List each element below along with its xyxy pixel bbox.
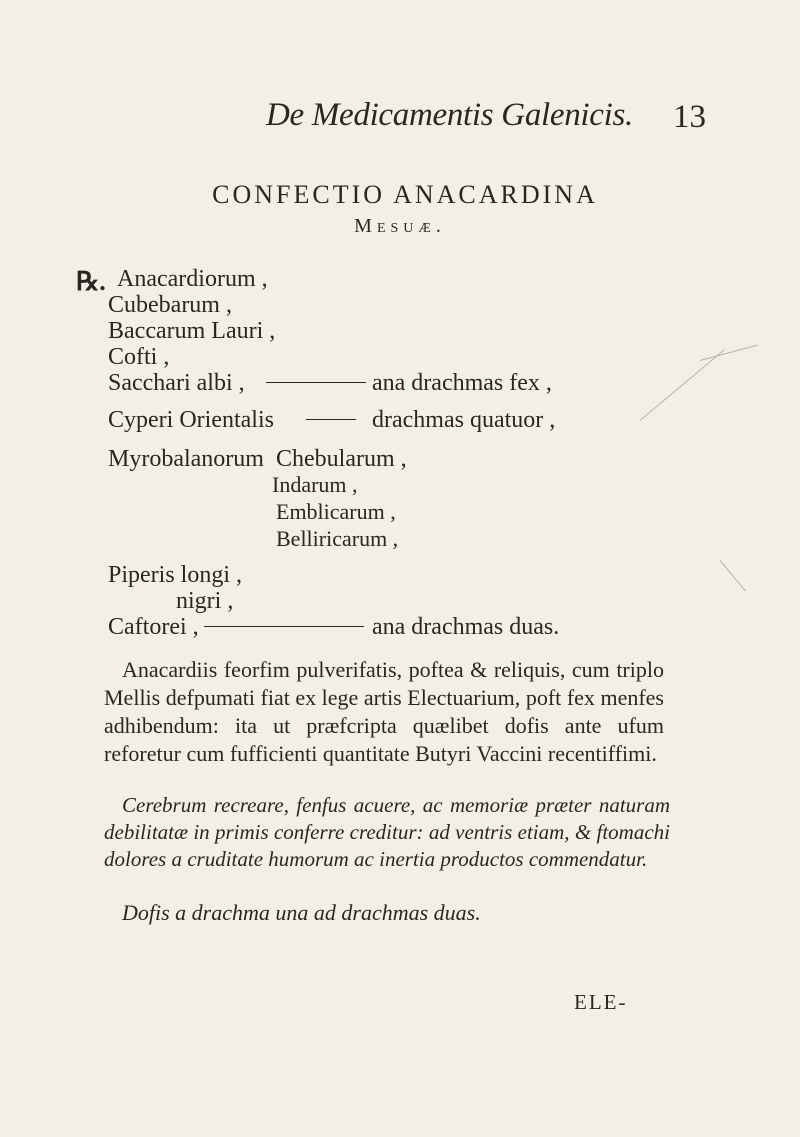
ingredient-line: Indarum , <box>272 472 358 497</box>
paper-crease <box>640 349 725 420</box>
dosage-line: Dofis a drachma una ad drachmas duas. <box>122 900 481 925</box>
virtues-paragraph: Cerebrum recreare, fenfus acuere, ac memoriæ præter naturam debilitatæ in primis conferre creditur: ad ventris etiam, & ftomachi dolores a cruditate humorum ac inertia productos commendatur. <box>104 793 670 871</box>
ingredient-line: Cofti , <box>108 344 170 370</box>
ingredient-line: Cubebarum , <box>108 292 232 318</box>
page-number: 13 <box>673 99 706 135</box>
paper-crease <box>700 344 758 360</box>
ingredient-line: Baccarum Lauri , <box>108 318 276 344</box>
ingredient-line: Sacchari albi , <box>108 370 245 396</box>
dose-line: ana drachmas fex , <box>372 370 552 396</box>
ingredient-line: Chebularum , <box>276 446 407 472</box>
dose-line: ana drachmas duas. <box>372 614 560 640</box>
recipe-symbol: ℞. <box>76 267 106 296</box>
preparation-paragraph: Anacardiis feorfim pulverifatis, poftea & reliquis, cum triplo Mellis defpumati fiat ex lege artis Electuarium, poft fex menfes adhibendum: ita ut præfcripta quælibet dofis ante ufum reforetur cum fufficienti quantitate Butyri Vaccini recentiffimi. <box>104 657 664 766</box>
ingredient-line: Cyperi Orientalis <box>108 407 274 433</box>
ingredient-line: Caftorei , <box>108 614 199 640</box>
paper-crease <box>720 560 746 591</box>
ingredient-line: Piperis longi , <box>108 562 243 588</box>
running-title: De Medicamentis Galenicis. <box>266 97 634 133</box>
dose-line: drachmas quatuor , <box>372 407 556 433</box>
catchword: ELE- <box>574 990 628 1014</box>
recipe-author: Mesuæ. <box>354 215 446 237</box>
ingredient-line: nigri , <box>176 588 234 614</box>
recipe-title: CONFECTIO ANACARDINA <box>212 180 598 209</box>
ingredient-line: Anacardiorum , <box>117 266 268 292</box>
separator-dash <box>204 626 364 627</box>
ingredient-line: Belliricarum , <box>276 526 399 551</box>
page-header <box>0 97 800 147</box>
ingredient-line: Emblicarum , <box>276 499 396 524</box>
separator-dash <box>306 419 356 420</box>
separator-dash <box>266 382 366 383</box>
ingredient-line: Myrobalanorum <box>108 446 264 472</box>
